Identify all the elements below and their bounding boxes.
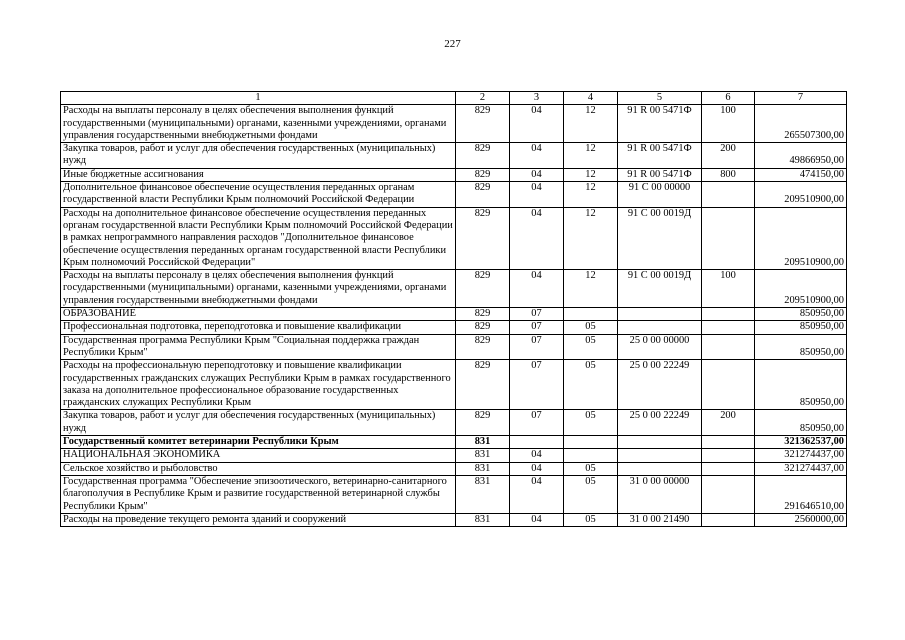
- table-row: [61, 449, 847, 462]
- row-target-article: [618, 308, 702, 321]
- row-name: Государственный комитет ветеринарии Республики Крым: [61, 436, 456, 449]
- row-target-article: 25 0 00 00000: [618, 334, 702, 360]
- row-name: Закупка товаров, работ и услуг для обеспечения государственных (муниципальных) нужд: [61, 143, 456, 169]
- row-expense-type: 100: [702, 270, 755, 308]
- row-subsection-code: 05: [564, 410, 618, 436]
- row-subsection-code: 12: [564, 207, 618, 269]
- row-target-article: 25 0 00 22249: [618, 410, 702, 436]
- row-name: Иные бюджетные ассигнования: [61, 168, 456, 181]
- row-target-article: 91 С 00 00000: [618, 182, 702, 208]
- row-ved-code: 829: [456, 105, 510, 143]
- row-subsection-code: 05: [564, 334, 618, 360]
- row-ved-code: 829: [456, 270, 510, 308]
- table-row: [61, 143, 847, 169]
- row-expense-type: 800: [702, 168, 755, 181]
- row-section-code: 07: [510, 321, 564, 334]
- row-section-code: 07: [510, 308, 564, 321]
- row-name: Сельское хозяйство и рыболовство: [61, 462, 456, 475]
- row-amount: 474150,00: [755, 168, 847, 181]
- column-header: 5: [618, 92, 702, 105]
- row-section-code: 04: [510, 462, 564, 475]
- row-name: Государственная программа Республики Крым "Социальная поддержка граждан Республики Крым": [61, 334, 456, 360]
- row-section-code: 04: [510, 105, 564, 143]
- row-ved-code: 831: [456, 436, 510, 449]
- table-header-row: [61, 92, 847, 105]
- row-section-code: 04: [510, 449, 564, 462]
- row-target-article: [618, 436, 702, 449]
- row-expense-type: 200: [702, 143, 755, 169]
- table-row: [61, 168, 847, 181]
- row-section-code: 04: [510, 270, 564, 308]
- table-row: [61, 321, 847, 334]
- row-amount: 850950,00: [755, 410, 847, 436]
- row-section-code: 04: [510, 513, 564, 526]
- row-amount: 209510900,00: [755, 207, 847, 269]
- row-expense-type: [702, 475, 755, 513]
- row-ved-code: 831: [456, 449, 510, 462]
- row-subsection-code: [564, 308, 618, 321]
- row-subsection-code: 12: [564, 182, 618, 208]
- row-section-code: 04: [510, 182, 564, 208]
- row-amount: 291646510,00: [755, 475, 847, 513]
- row-ved-code: 829: [456, 207, 510, 269]
- row-ved-code: 829: [456, 308, 510, 321]
- row-name: НАЦИОНАЛЬНАЯ ЭКОНОМИКА: [61, 449, 456, 462]
- row-subsection-code: 12: [564, 168, 618, 181]
- row-expense-type: [702, 462, 755, 475]
- row-target-article: 31 0 00 21490: [618, 513, 702, 526]
- row-ved-code: 829: [456, 334, 510, 360]
- row-target-article: 91 R 00 5471Ф: [618, 168, 702, 181]
- row-target-article: [618, 321, 702, 334]
- row-amount: 321274437,00: [755, 462, 847, 475]
- column-header: 4: [564, 92, 618, 105]
- column-header: 6: [702, 92, 755, 105]
- column-header: 1: [61, 92, 456, 105]
- row-target-article: 91 R 00 5471Ф: [618, 105, 702, 143]
- row-amount: 209510900,00: [755, 182, 847, 208]
- row-name: Закупка товаров, работ и услуг для обеспечения государственных (муниципальных) нужд: [61, 410, 456, 436]
- row-expense-type: [702, 308, 755, 321]
- row-section-code: 07: [510, 334, 564, 360]
- row-name: ОБРАЗОВАНИЕ: [61, 308, 456, 321]
- row-section-code: 07: [510, 410, 564, 436]
- budget-table: [60, 91, 847, 527]
- row-subsection-code: 05: [564, 462, 618, 475]
- row-name: Профессиональная подготовка, переподготовка и повышение квалификации: [61, 321, 456, 334]
- row-subsection-code: [564, 449, 618, 462]
- row-subsection-code: 05: [564, 360, 618, 410]
- row-ved-code: 829: [456, 182, 510, 208]
- row-name: Расходы на выплаты персоналу в целях обеспечения выполнения функций государственными (муниципальными) органами, казенными учреждениями, органами управления государственными внебюджетными фондами: [61, 270, 456, 308]
- row-subsection-code: 05: [564, 475, 618, 513]
- row-name: Расходы на дополнительное финансовое обеспечение осуществления переданных органам государственной власти Республики Крым полномочий Российской Федерации в рамках непрограммного направления расходов "Дополнительное финансовое обеспечение осуществления переданных органам государственной власти Республики Крым полномочий Российской Федерации": [61, 207, 456, 269]
- row-ved-code: 831: [456, 462, 510, 475]
- row-section-code: 07: [510, 360, 564, 410]
- row-section-code: 04: [510, 475, 564, 513]
- row-section-code: 04: [510, 168, 564, 181]
- row-ved-code: 829: [456, 360, 510, 410]
- row-amount: 2560000,00: [755, 513, 847, 526]
- row-target-article: 91 С 00 0019Д: [618, 207, 702, 269]
- row-name: Государственная программа "Обеспечение эпизоотического, ветеринарно-санитарного благополучия в Республике Крым и развитие государственной ветеринарной службы Республики Крым": [61, 475, 456, 513]
- table-row: [61, 475, 847, 513]
- row-expense-type: 200: [702, 410, 755, 436]
- row-target-article: 91 С 00 0019Д: [618, 270, 702, 308]
- row-amount: 850950,00: [755, 334, 847, 360]
- table-row: [61, 462, 847, 475]
- row-section-code: [510, 436, 564, 449]
- table-row: [61, 308, 847, 321]
- table-row: [61, 513, 847, 526]
- column-header: 3: [510, 92, 564, 105]
- row-name: Расходы на проведение текущего ремонта зданий и сооружений: [61, 513, 456, 526]
- row-name: Расходы на выплаты персоналу в целях обеспечения выполнения функций государственными (муниципальными) органами, казенными учреждениями, органами управления государственными внебюджетными фондами: [61, 105, 456, 143]
- row-ved-code: 831: [456, 475, 510, 513]
- row-target-article: 91 R 00 5471Ф: [618, 143, 702, 169]
- table-row: [61, 334, 847, 360]
- row-target-article: 25 0 00 22249: [618, 360, 702, 410]
- row-subsection-code: 12: [564, 105, 618, 143]
- row-ved-code: 829: [456, 168, 510, 181]
- column-header: 7: [755, 92, 847, 105]
- row-subsection-code: 12: [564, 143, 618, 169]
- page-number: 227: [444, 38, 461, 50]
- row-section-code: 04: [510, 143, 564, 169]
- row-subsection-code: 05: [564, 513, 618, 526]
- row-subsection-code: 12: [564, 270, 618, 308]
- row-subsection-code: [564, 436, 618, 449]
- row-name: Расходы на профессиональную переподготовку и повышение квалификации государственных гражданских служащих Республики Крым в рамках государственного заказа на дополнительное профессиональное образование государственных гражданских служащих Республики Крым: [61, 360, 456, 410]
- row-ved-code: 829: [456, 143, 510, 169]
- row-expense-type: [702, 207, 755, 269]
- row-amount: 850950,00: [755, 360, 847, 410]
- row-expense-type: [702, 449, 755, 462]
- column-header: 2: [456, 92, 510, 105]
- row-expense-type: [702, 360, 755, 410]
- row-name: Дополнительное финансовое обеспечение осуществления переданных органам государственной власти Республики Крым полномочий Российской Федерации: [61, 182, 456, 208]
- table-row: [61, 410, 847, 436]
- row-expense-type: [702, 182, 755, 208]
- table-row: [61, 207, 847, 269]
- row-ved-code: 829: [456, 321, 510, 334]
- row-target-article: [618, 462, 702, 475]
- row-ved-code: 829: [456, 410, 510, 436]
- table-row: [61, 360, 847, 410]
- row-target-article: [618, 449, 702, 462]
- row-expense-type: [702, 321, 755, 334]
- row-amount: 321274437,00: [755, 449, 847, 462]
- row-amount: 850950,00: [755, 321, 847, 334]
- table-row: [61, 436, 847, 449]
- row-expense-type: [702, 513, 755, 526]
- row-section-code: 04: [510, 207, 564, 269]
- row-amount: 209510900,00: [755, 270, 847, 308]
- row-ved-code: 831: [456, 513, 510, 526]
- row-target-article: 31 0 00 00000: [618, 475, 702, 513]
- row-expense-type: [702, 334, 755, 360]
- row-subsection-code: 05: [564, 321, 618, 334]
- row-amount: 850950,00: [755, 308, 847, 321]
- row-expense-type: 100: [702, 105, 755, 143]
- row-expense-type: [702, 436, 755, 449]
- table-row: [61, 270, 847, 308]
- table-row: [61, 105, 847, 143]
- row-amount: 265507300,00: [755, 105, 847, 143]
- table-row: [61, 182, 847, 208]
- row-amount: 321362537,00: [755, 436, 847, 449]
- row-amount: 49866950,00: [755, 143, 847, 169]
